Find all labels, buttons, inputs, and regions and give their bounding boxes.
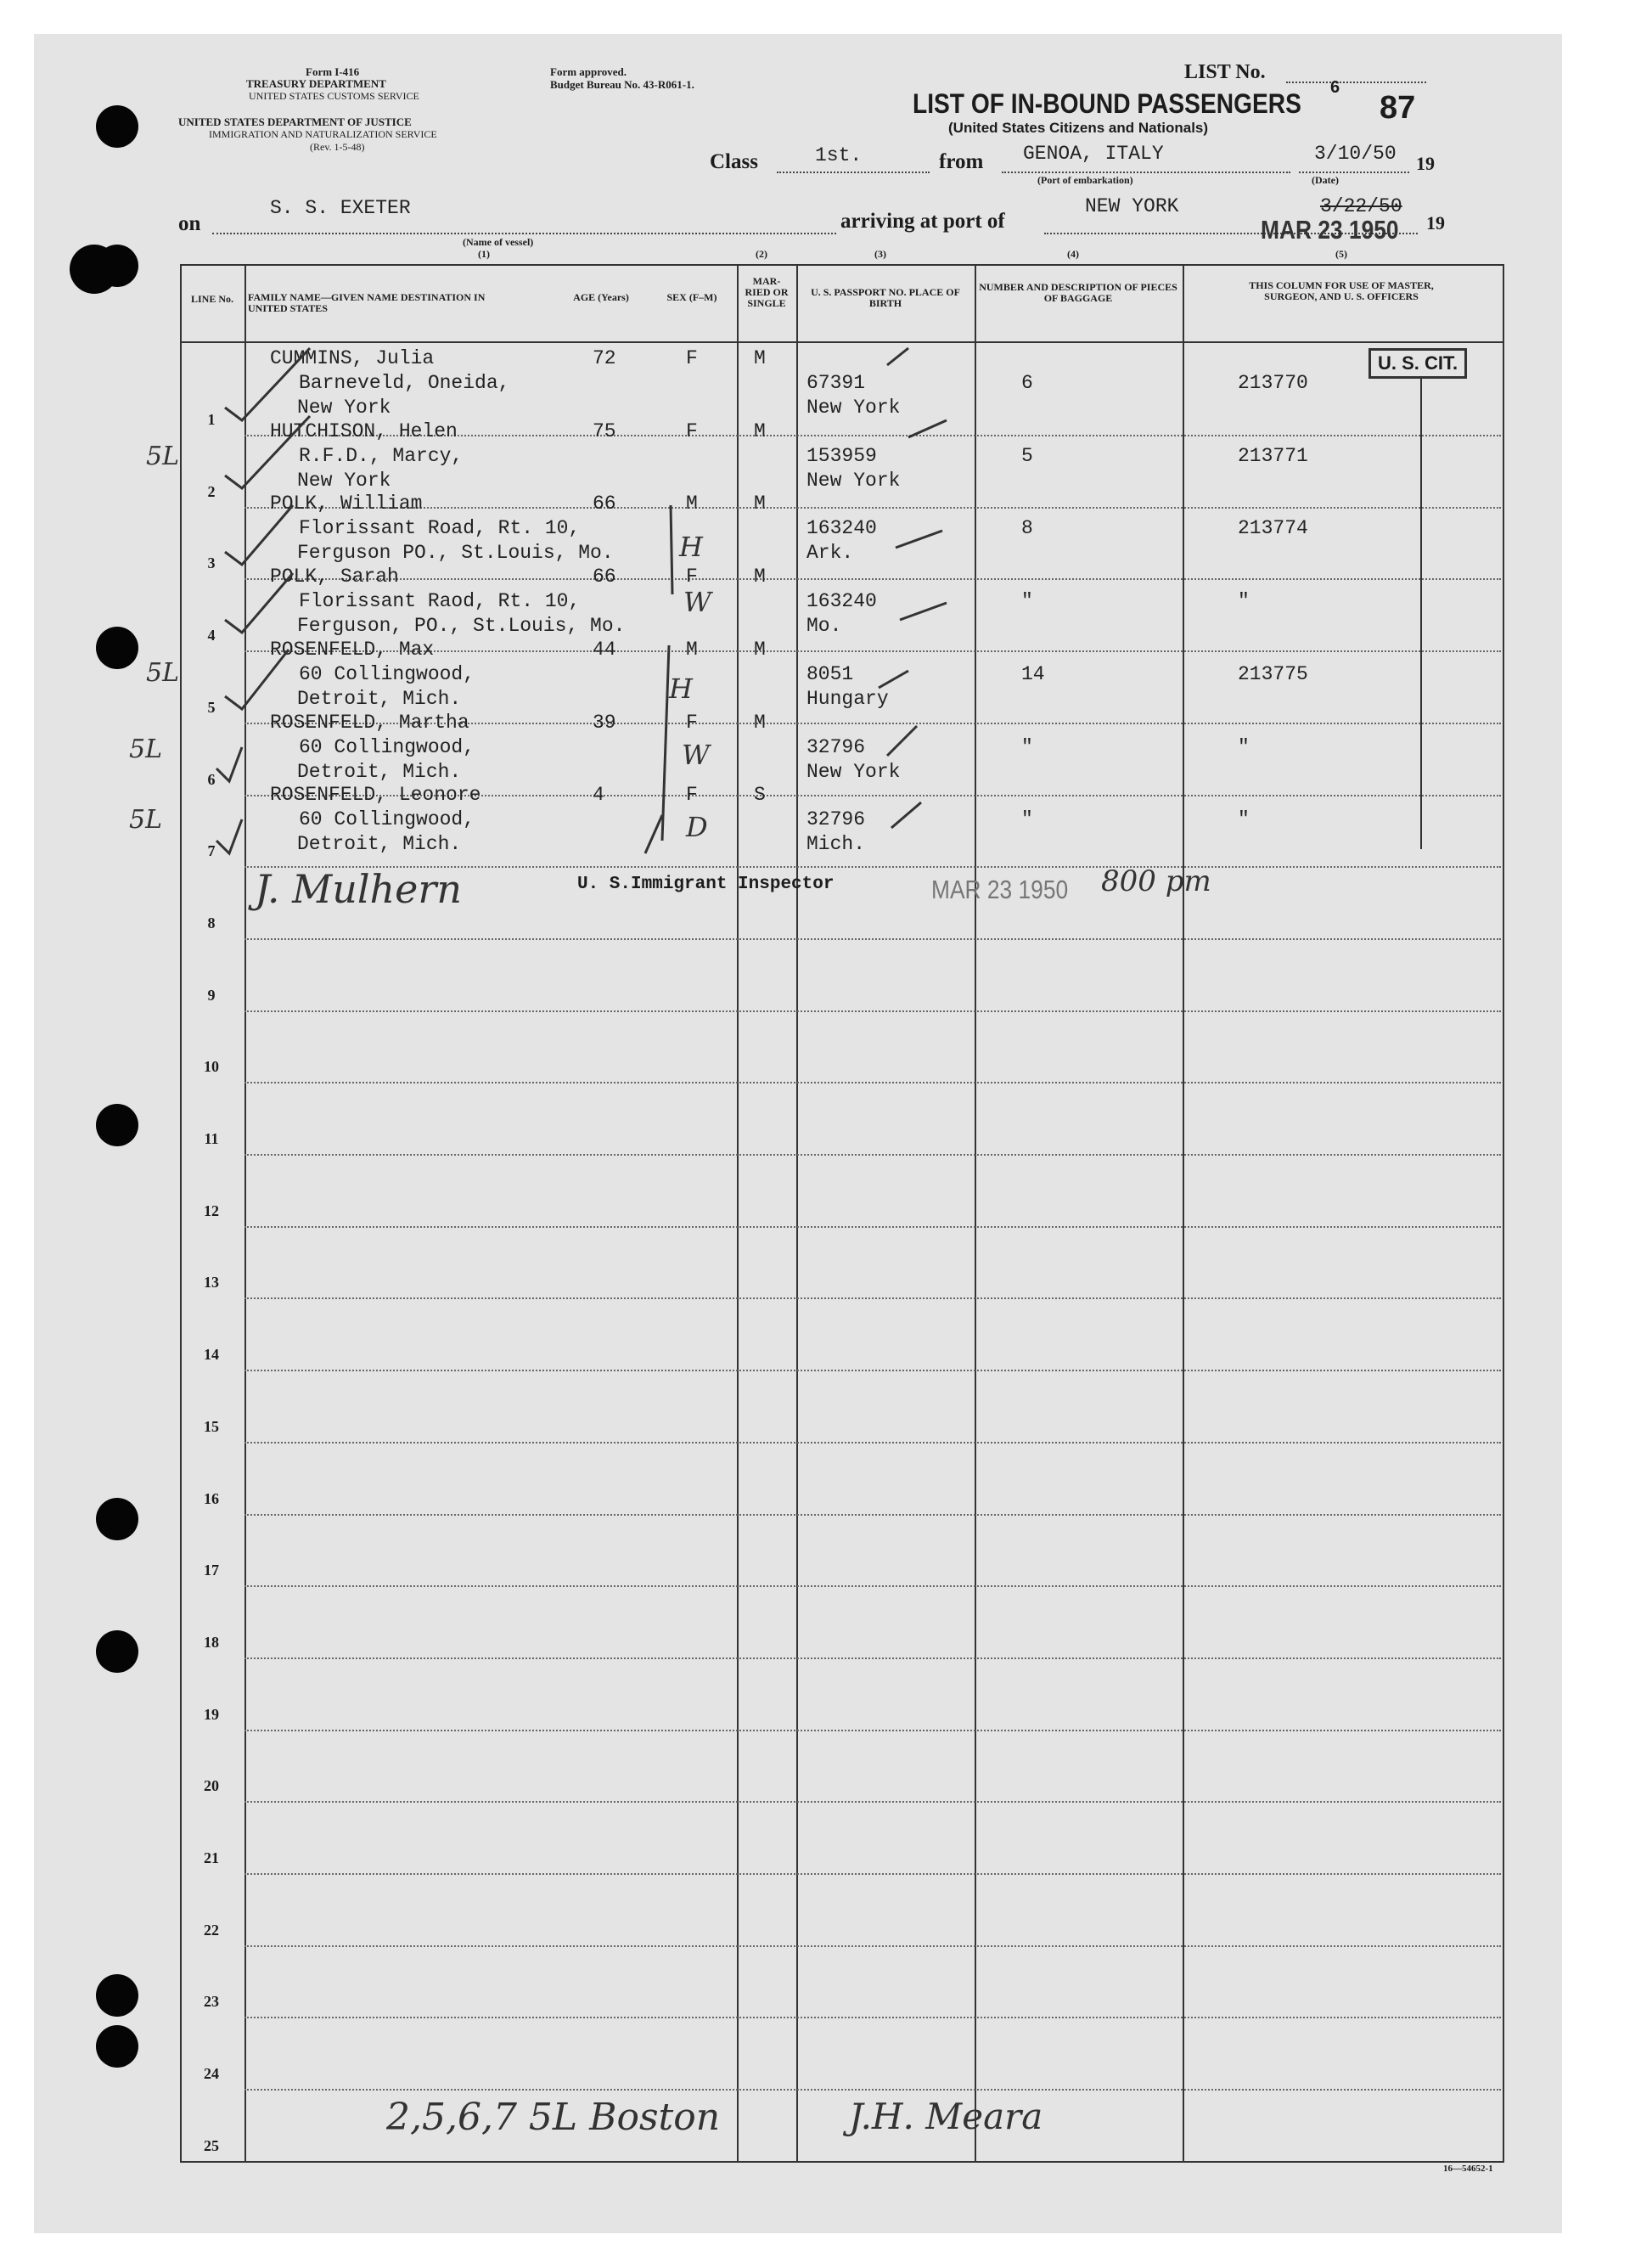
passenger-birth: Mich.: [806, 833, 866, 856]
list-sub-number: 6: [1330, 78, 1340, 97]
relation-mark: W: [683, 586, 711, 618]
form-number: Form I-416: [306, 65, 360, 78]
inspection-stamp: MAR 23 1950: [931, 875, 1069, 904]
passenger-passport: 32796: [806, 735, 866, 758]
line-number: 6: [207, 770, 216, 788]
passenger-age: 44: [593, 638, 616, 661]
line-number: 14: [204, 1346, 219, 1364]
us-citizen-stamp: U. S. CIT.: [1368, 348, 1467, 379]
passenger-birth: Ark.: [806, 542, 854, 565]
column-number-5: (5): [1335, 248, 1347, 260]
vessel-caption: (Name of vessel): [463, 236, 534, 248]
line-number: 7: [207, 842, 216, 860]
passenger-sex: F: [686, 711, 698, 734]
bottom-signature: J.H. Meara: [849, 2096, 1043, 2137]
tick-icon: [887, 726, 917, 756]
line-number: 11: [204, 1130, 219, 1147]
passenger-sex: M: [686, 638, 698, 661]
passenger-dest2: Detroit, Mich.: [297, 833, 462, 856]
passenger-baggage: ": [1021, 590, 1033, 613]
port-of-embarkation: GENOA, ITALY: [1023, 143, 1164, 165]
line-number: 12: [204, 1202, 219, 1219]
passenger-married: M: [754, 711, 766, 734]
customs-service: UNITED STATES CUSTOMS SERVICE: [249, 90, 419, 102]
passenger-married: M: [754, 638, 766, 661]
revision-date: (Rev. 1-5-48): [310, 141, 365, 153]
passenger-dest2: New York: [297, 469, 391, 492]
passenger-age: 39: [593, 711, 616, 734]
on-label: on: [178, 212, 201, 235]
passenger-passport: 32796: [806, 808, 866, 831]
inspector-label: U. S.Immigrant Inspector: [577, 875, 835, 894]
line-number: 17: [204, 1562, 219, 1579]
bracket-line: [645, 815, 662, 853]
passenger-officer: 213770: [1238, 372, 1308, 394]
passenger-officer: 213775: [1238, 662, 1308, 685]
passenger-baggage: ": [1021, 808, 1033, 831]
passenger-baggage: 5: [1021, 444, 1033, 467]
footer-code: 16—54652-1: [1443, 2164, 1493, 2174]
arriving-label: arriving at port of: [840, 210, 1005, 233]
passenger-name: ROSENFELD, Leonore: [270, 784, 481, 807]
passenger-sex: F: [686, 784, 698, 807]
passenger-dest1: Barneveld, Oneida,: [299, 372, 510, 394]
check-mark-icon: [225, 416, 310, 488]
from-label: from: [939, 150, 984, 173]
passenger-birth: New York: [806, 397, 901, 419]
line-number: 18: [204, 1633, 219, 1651]
form-approved: Form approved.: [550, 65, 627, 78]
passenger-sex: F: [686, 566, 698, 588]
tick-icon: [891, 802, 921, 828]
passenger-officer: ": [1238, 735, 1250, 758]
line-number: 13: [204, 1274, 219, 1292]
line-number: 20: [204, 1777, 219, 1795]
relation-mark: H: [669, 673, 693, 705]
line-number: 9: [207, 986, 216, 1004]
port-caption: (Port of embarkation): [1037, 174, 1133, 186]
passenger-age: 66: [593, 566, 616, 588]
passenger-passport: 163240: [806, 590, 877, 613]
tick-icon: [908, 420, 947, 437]
passenger-married: M: [754, 347, 766, 369]
vessel-name: S. S. EXETER: [270, 197, 411, 219]
passenger-dest2: Detroit, Mich.: [297, 687, 462, 710]
header-married: MAR-RIED OR SINGLE: [745, 275, 789, 309]
passenger-officer: 213774: [1238, 517, 1308, 540]
header-line-no: LINE No.: [190, 293, 233, 305]
header-name-destination: FAMILY NAME—GIVEN NAME DESTINATION IN UNITED STATES: [248, 291, 486, 314]
check-mark-icon: [225, 650, 289, 709]
passenger-age: 4: [593, 784, 604, 807]
passenger-passport: 8051: [806, 662, 854, 685]
passenger-name: ROSENFELD, Martha: [270, 711, 469, 734]
line-number: 21: [204, 1849, 219, 1866]
passenger-name: ROSENFELD, Max: [270, 638, 435, 661]
treasury-department: TREASURY DEPARTMENT: [246, 77, 386, 90]
line-number: 25: [204, 2136, 219, 2154]
header-sex: SEX (F–M): [666, 291, 717, 303]
check-mark-icon: [225, 348, 310, 420]
passenger-dest1: 60 Collingwood,: [299, 735, 475, 758]
check-mark-icon: [216, 747, 242, 781]
departure-date: 3/10/50: [1314, 143, 1397, 165]
passenger-officer: ": [1238, 808, 1250, 831]
line-number: 15: [204, 1417, 219, 1435]
column-number-2: (2): [756, 248, 767, 260]
arrival-date-struck: 3/22/50: [1320, 195, 1402, 217]
ins-service: IMMIGRATION AND NATURALIZATION SERVICE: [209, 128, 437, 140]
passenger-married: M: [754, 492, 766, 515]
class-value: 1st.: [815, 144, 863, 166]
passenger-sex: M: [686, 492, 698, 515]
line-number: 8: [207, 914, 216, 931]
passenger-birth: New York: [806, 469, 901, 492]
header-baggage: NUMBER AND DESCRIPTION OF PIECES OF BAGGAGE: [979, 281, 1177, 304]
line-number: 5: [207, 698, 216, 716]
date-caption: (Date): [1312, 174, 1339, 186]
margin-mark: 5L: [146, 442, 180, 471]
header-age: AGE (Years): [573, 291, 629, 303]
column-number-4: (4): [1067, 248, 1079, 260]
passenger-dest2: New York: [297, 397, 391, 419]
line-number: 24: [204, 2065, 219, 2083]
passenger-baggage: ": [1021, 735, 1033, 758]
line-number: 19: [204, 1705, 219, 1723]
check-mark-icon: [216, 819, 242, 853]
tick-icon: [900, 603, 947, 620]
inspection-time: 800 pm: [1101, 864, 1211, 898]
passenger-officer: 213771: [1238, 444, 1308, 467]
passenger-age: 72: [593, 347, 616, 369]
tick-icon: [879, 671, 908, 688]
passenger-name: POLK, Sarah: [270, 566, 399, 588]
justice-department: UNITED STATES DEPARTMENT OF JUSTICE: [178, 115, 412, 128]
passenger-birth: New York: [806, 760, 901, 783]
line-number: 10: [204, 1058, 219, 1076]
inspector-signature: J. Mulhern: [255, 866, 463, 912]
passenger-birth: Mo.: [806, 615, 842, 638]
passenger-sex: F: [686, 347, 698, 369]
budget-bureau: Budget Bureau No. 43-R061-1.: [550, 78, 694, 91]
page-title: LIST OF IN-BOUND PASSENGERS: [913, 88, 1301, 119]
tick-icon: [887, 348, 908, 365]
port-of-arrival: NEW YORK: [1085, 195, 1179, 217]
passenger-passport: 163240: [806, 517, 877, 540]
line-number: 22: [204, 1921, 219, 1939]
tick-icon: [896, 531, 942, 548]
column-number-3: (3): [874, 248, 886, 260]
relation-mark: D: [686, 811, 708, 843]
passenger-age: 66: [593, 492, 616, 515]
margin-mark: 5L: [129, 734, 163, 764]
arrival-date-stamp: MAR 23 1950: [1261, 215, 1399, 245]
passenger-passport: 153959: [806, 444, 877, 467]
line-number: 23: [204, 1993, 219, 2011]
passenger-married: S: [754, 784, 766, 807]
check-mark-icon: [225, 505, 293, 565]
passenger-officer: ": [1238, 590, 1250, 613]
list-label: LIST No.: [1184, 61, 1266, 83]
relation-mark: H: [679, 531, 703, 563]
passenger-name: CUMMINS, Julia: [270, 347, 435, 369]
header-passport: U. S. PASSPORT NO. PLACE OF BIRTH: [811, 286, 960, 309]
passenger-baggage: 8: [1021, 517, 1033, 540]
passenger-baggage: 14: [1021, 662, 1045, 685]
list-number: 87: [1380, 90, 1416, 126]
passenger-married: M: [754, 566, 766, 588]
passenger-passport: 67391: [806, 372, 866, 394]
margin-mark: 5L: [146, 658, 180, 688]
line-number: 1: [207, 411, 216, 428]
passenger-dest2: Ferguson PO., St.Louis, Mo.: [297, 542, 614, 565]
year-prefix: 19: [1416, 153, 1435, 174]
passenger-married: M: [754, 419, 766, 442]
line-number: 4: [207, 627, 216, 644]
page-subtitle: (United States Citizens and Nationals): [948, 120, 1209, 136]
header-officers: THIS COLUMN FOR USE OF MASTER, SURGEON, AND U. S. OFFICERS: [1249, 279, 1434, 302]
year-prefix-arrival: 19: [1426, 212, 1445, 234]
passenger-dest1: Florissant Road, Rt. 10,: [299, 517, 581, 540]
passenger-baggage: 6: [1021, 372, 1033, 394]
passenger-age: 75: [593, 419, 616, 442]
relation-mark: W: [682, 739, 710, 771]
passenger-dest1: Florissant Raod, Rt. 10,: [299, 590, 581, 613]
line-number: 3: [207, 554, 216, 572]
check-mark-icon: [225, 573, 293, 633]
passenger-dest2: Ferguson, PO., St.Louis, Mo.: [297, 615, 626, 638]
passenger-name: POLK, William: [270, 492, 423, 515]
column-number-1: (1): [478, 248, 490, 260]
margin-mark: 5L: [129, 805, 163, 835]
passenger-sex: F: [686, 419, 698, 442]
line-number: 2: [207, 482, 216, 500]
class-label: Class: [710, 150, 758, 173]
passenger-dest2: Detroit, Mich.: [297, 760, 462, 783]
bottom-note: 2,5,6,7 5L Boston: [386, 2096, 721, 2139]
passenger-dest1: R.F.D., Marcy,: [299, 444, 464, 467]
passenger-dest1: 60 Collingwood,: [299, 808, 475, 831]
passenger-birth: Hungary: [806, 687, 889, 710]
line-number: 16: [204, 1489, 219, 1507]
passenger-dest1: 60 Collingwood,: [299, 662, 475, 685]
passenger-name: HUTCHISON, Helen: [270, 419, 458, 442]
